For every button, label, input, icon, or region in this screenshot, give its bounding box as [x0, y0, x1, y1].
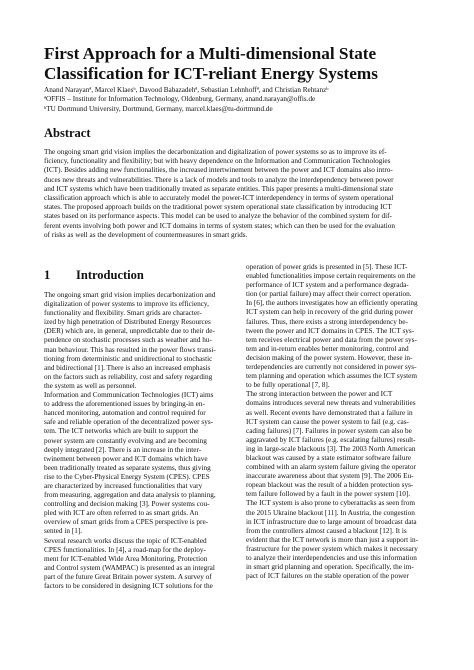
text-line: digitalization of power systems to improve its efficiency, [44, 300, 209, 309]
text-line: in ICT infrastructure due to large amount of broadcast data [246, 517, 417, 526]
text-line: ICT system can help in recovery of the grid during power [246, 308, 413, 317]
text-line: factors to be considered in designing ICT solutions for the [44, 582, 213, 590]
section-number: 1 [44, 268, 51, 282]
text-line: ment for ICT-enabled Wide Area Monitoring, Protection [44, 554, 208, 563]
text-line: deeply integrated [2]. There is an increase in the inter- [44, 445, 202, 454]
text-line: The ICT system is also prone to cyberattacks as seen from [246, 499, 415, 508]
abstract-line: The ongoing smart grid vision implies the decarbonization and digitalization of power systems so as to improve its ef- [44, 148, 387, 156]
text-line: twinement between power and ICT domains which have [44, 454, 208, 463]
text-line: to be fully operational [7, 8]. [246, 381, 330, 390]
text-line: been traditionally treated as separate systems, thus giving [44, 463, 211, 472]
text-line: the 2015 Ukraine blackout [11]. In Austria, the congestion [246, 508, 415, 517]
text-line: hanced monitoring, automation and control required for [44, 409, 206, 418]
text-line: man behaviour. This has resulted in the power flows transi- [44, 345, 216, 354]
abstract-line: and ICT systems which have been traditionally treated as separate entities. This paper presents a multi-dimensional state [44, 184, 394, 193]
text-line: to analyze their interdependencies and use this information [246, 554, 417, 562]
abstract-line: duces new threats and vulnerabilities. There is a lack of models and tools to analyze the interdependency between power [44, 175, 394, 184]
text-line: safe and reliable operation of the decentralized power sys- [44, 418, 214, 427]
text-line: rise to the Cyber-Physical Energy System (CPES). CPES [44, 472, 210, 481]
affiliation-offis: ªOFFIS – Institute for Information Technology, Oldenburg, Germany, anand.narayan@offis.de [44, 95, 316, 104]
abstract-line: ferent events involving both power and ICT domains in terms of system states; which can then be used for the evaluation [44, 221, 396, 230]
text-line: and Control system (WAMPAC) is presented as an integral [44, 563, 215, 572]
text-line: The strong interaction between the power and ICT [246, 390, 393, 399]
text-line: Information and Communication Technologies (ICT) aims [44, 391, 214, 400]
right-column-text [246, 263, 440, 581]
text-line: from the controllers almost caused a blackout [12]. It is [246, 526, 407, 535]
abstract-line: ficiency, functionality and flexibility; but with heavy dependence on the Information and Communication Technologies [44, 157, 391, 166]
text-line: enabled functionalities impose certain requirements on the [246, 272, 416, 281]
text-line: domains introduces several new threats and vulnerabilities [246, 399, 416, 408]
text-line: sented in [1]. [44, 527, 83, 536]
text-line: operation of power grids is presented in [5]. These ICT- [246, 263, 408, 271]
text-line: in smart grid planning and operation. Specifically, the im- [246, 563, 414, 572]
text-line: ing in large-scale blackouts [3]. The 2003 North American [246, 444, 416, 453]
text-line: inaccurate awareness about that system [9]. The 2006 Eu- [246, 472, 414, 481]
text-line: tem and in-return enables better monitoring, control and [246, 344, 409, 353]
text-line: overview of smart grids from a CPES perspective is pre- [44, 518, 209, 527]
text-line: functionality and flexibility. Smart grids are character- [44, 309, 202, 318]
text-line: as well. Recent events have demonstrated that a failure in [246, 408, 413, 417]
text-line: performance of ICT system and a performance degrada- [246, 281, 409, 290]
text-line: tem failure followed by a fault in the power system [10]. [246, 490, 411, 499]
abstract-line: (ICT). Besides adding new functionalities, the increased intertwinement between the power and ICT domains also intro- [44, 166, 393, 175]
text-line: combined with an alarm system failure giving the operator [246, 463, 416, 472]
text-line: tem receives electrical power and data from the power sys- [246, 335, 417, 344]
text-line: The ongoing smart grid vision implies decarbonization and [44, 291, 216, 299]
text-line: frastructure for the power system which makes it necessary [246, 544, 418, 553]
text-line: ized by high penetration of Distributed Energy Resources [44, 318, 211, 327]
text-line: on the factors such as reliability, cost and safety regarding [44, 372, 213, 381]
text-line: tioning from deterministic and unidirectional to stochastic [44, 354, 213, 363]
text-line: tion (or partial failure) may affect their correct operation. [246, 290, 412, 299]
text-line: aggravated by ICT failures (e.g. escalating failures) result- [246, 435, 416, 444]
text-line: Several research works discuss the topic of ICT-enabled [44, 536, 207, 545]
abstract-line: classification approach which is able to accurately model the power-ICT interdependency in terms of system operational [44, 194, 394, 203]
text-line: evident that the ICT network is more than just a support in- [246, 535, 419, 544]
text-line: (DER) which are, in general, unpredictable due to their de- [44, 327, 215, 336]
abstract-heading: Abstract [44, 126, 91, 140]
text-line: tween the power and ICT domains in CPES. The ICT sys- [246, 326, 415, 335]
text-line: to address the aforementioned issues by bringing-in en- [44, 400, 205, 409]
text-line: cading failures) [7]. Failures in power system can also be [246, 426, 412, 435]
author-block [44, 86, 444, 114]
text-line: the system as well as personnel. [44, 381, 137, 390]
text-line: pendence on stochastic processes such as weather and hu- [44, 336, 212, 345]
text-line: terdependencies are currently not considered in power sys- [246, 363, 417, 372]
text-line: tem planning and operation which assumes the ICT system [246, 372, 418, 381]
abstract-line: states. The proposed approach builds on the traditional power system operational state classification by introducing ICT [44, 203, 392, 212]
text-line: failures. Thus, there exists a strong interdependency be- [246, 317, 408, 326]
text-line: part of the future Great Britain power system. A survey of [44, 572, 212, 581]
author-names: Anand Narayanª, Marcel Klaesᵇ, Davood Babazadehª, Sebastian Lehnhoffª, and Christian Rehtanzᵇ [44, 86, 329, 94]
text-line: tem. The ICT networks which are built to support the [44, 427, 199, 436]
text-line: ropean blackout was the result of a hidden protection sys- [246, 481, 414, 490]
abstract-line: states based on its performance aspects. This model can be used to analyze the behavior of the combined system for dif- [44, 212, 392, 221]
text-line: pact of ICT failures on the stable operation of the power [246, 572, 409, 581]
text-line: blackout was caused by a state estimator software failure [246, 453, 412, 462]
abstract-line: of risks as well as the development of countermeasures in smart grids. [44, 230, 248, 239]
text-line: In [6], the authors investigates how an efficiently operating [246, 299, 418, 308]
text-line: from measuring, aggregation and data analysis to planning, [44, 491, 216, 500]
section-heading [44, 268, 144, 283]
left-column-text [44, 291, 236, 591]
text-line: controlling and decision making [3]. Power systems cou- [44, 500, 210, 509]
abstract-body [44, 148, 430, 240]
text-line: CPES functionalities. In [4], a road-map for the deploy- [44, 545, 206, 554]
section-title: Introduction [76, 268, 144, 282]
text-line: decision making of the power system. However, these in- [246, 353, 413, 362]
text-line: power system are constantly evolving and are becoming [44, 436, 207, 445]
text-line: are characterized by increased functionalities that vary [44, 481, 203, 490]
affiliation-tu-dortmund: ᵇTU Dortmund University, Dortmund, Germany, marcel.klaes@tu-dortmund.de [44, 104, 273, 113]
paper-title: First Approach for a Multi-dimensional State Classification for ICT-reliant Energy Systems [44, 44, 378, 83]
text-line: and bidirectional [1]. There is also an increased emphasis [44, 363, 211, 372]
text-line: pled with ICT are often referred to as smart grids. An [44, 509, 199, 518]
text-line: ICT system can cause the power system to fail (e.g. cas- [246, 417, 409, 426]
